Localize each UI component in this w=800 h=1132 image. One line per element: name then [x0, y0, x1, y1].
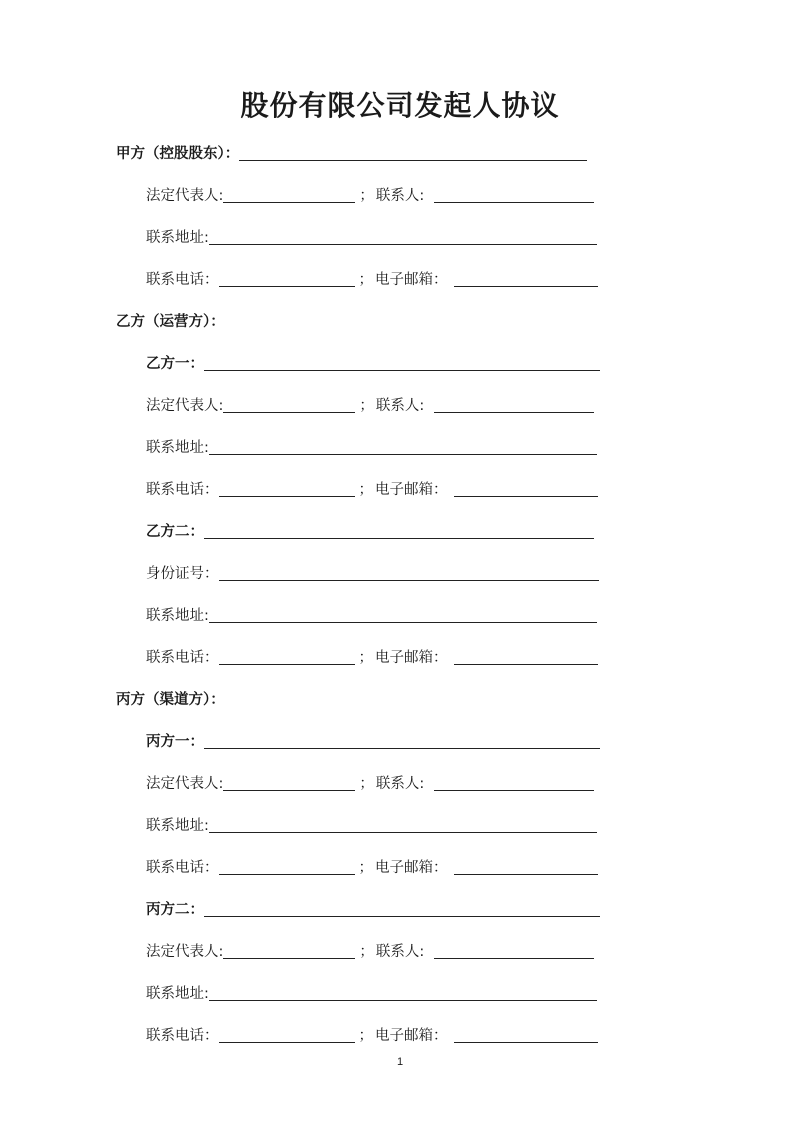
legal-rep-label: 法定代表人:: [146, 776, 224, 792]
contact-person-label: 联系人:: [375, 188, 425, 204]
party-c1-address-row: [146, 814, 597, 836]
document-title: 股份有限公司发起人协议: [240, 89, 560, 122]
separator: ；: [359, 398, 374, 414]
legal-rep-field[interactable]: [223, 186, 355, 203]
address-label: 联系地址:: [146, 608, 209, 624]
party-c1-row: [146, 730, 600, 752]
party-b1-address-row: [146, 436, 597, 458]
contact-person-field[interactable]: [434, 774, 594, 791]
phone-label: 联系电话：: [146, 1028, 219, 1044]
party-c2-phone-row: [146, 1024, 598, 1046]
party-b2-id-row: [146, 562, 599, 584]
phone-label: 联系电话：: [146, 860, 219, 876]
party-a-rep-row: [146, 184, 594, 206]
contact-person-field[interactable]: [434, 396, 594, 413]
party-c1-phone-row: [146, 856, 598, 878]
email-field[interactable]: [454, 480, 598, 497]
party-b1-phone-row: [146, 478, 598, 500]
party-b1-label: 乙方一：: [146, 356, 204, 372]
party-c2-label: 丙方二：: [146, 902, 204, 918]
address-field[interactable]: [209, 438, 597, 455]
address-label: 联系地址:: [146, 230, 209, 246]
phone-label: 联系电话：: [146, 650, 219, 666]
legal-rep-field[interactable]: [223, 942, 355, 959]
party-a-phone-row: [146, 268, 598, 290]
party-b2-address-row: [146, 604, 597, 626]
separator: ；: [358, 860, 373, 876]
address-label: 联系地址:: [146, 986, 209, 1002]
party-a-name-field[interactable]: [239, 144, 587, 161]
legal-rep-label: 法定代表人:: [146, 398, 224, 414]
phone-field[interactable]: [219, 270, 355, 287]
phone-field[interactable]: [219, 1026, 355, 1043]
contact-person-label: 联系人:: [375, 398, 425, 414]
separator: ；: [359, 944, 374, 960]
party-c2-rep-row: [146, 940, 594, 962]
email-field[interactable]: [454, 1026, 598, 1043]
party-c2-row: [146, 898, 600, 920]
email-label: 电子邮箱：: [375, 860, 448, 876]
legal-rep-label: 法定代表人:: [146, 188, 224, 204]
separator: ；: [358, 482, 373, 498]
page-number: 1: [396, 1056, 404, 1068]
address-field[interactable]: [209, 816, 597, 833]
party-a-label: 甲方（控股股东）：: [116, 146, 240, 162]
address-field[interactable]: [209, 606, 597, 623]
id-number-field[interactable]: [219, 564, 599, 581]
party-b-label: 乙方（运营方）：: [116, 314, 225, 330]
contact-person-field[interactable]: [434, 942, 594, 959]
legal-rep-label: 法定代表人:: [146, 944, 224, 960]
email-label: 电子邮箱：: [375, 272, 448, 288]
email-label: 电子邮箱：: [375, 650, 448, 666]
separator: ；: [358, 650, 373, 666]
party-b1-name-field[interactable]: [204, 354, 600, 371]
party-c1-rep-row: [146, 772, 594, 794]
phone-field[interactable]: [219, 858, 355, 875]
legal-rep-field[interactable]: [223, 396, 355, 413]
phone-label: 联系电话：: [146, 482, 219, 498]
phone-label: 联系电话：: [146, 272, 219, 288]
party-b2-phone-row: [146, 646, 598, 668]
party-c1-name-field[interactable]: [204, 732, 600, 749]
separator: ；: [358, 1028, 373, 1044]
party-c-row: [116, 688, 225, 710]
address-field[interactable]: [209, 984, 597, 1001]
phone-field[interactable]: [219, 648, 355, 665]
party-b1-rep-row: [146, 394, 594, 416]
party-c1-label: 丙方一：: [146, 734, 204, 750]
party-c2-name-field[interactable]: [204, 900, 600, 917]
email-label: 电子邮箱：: [375, 1028, 448, 1044]
email-field[interactable]: [454, 858, 598, 875]
id-number-label: 身份证号：: [146, 566, 219, 582]
contact-person-field[interactable]: [434, 186, 594, 203]
phone-field[interactable]: [219, 480, 355, 497]
email-field[interactable]: [454, 270, 598, 287]
party-c-label: 丙方（渠道方）：: [116, 692, 225, 708]
separator: ；: [359, 776, 374, 792]
address-label: 联系地址:: [146, 818, 209, 834]
address-field[interactable]: [209, 228, 597, 245]
party-b2-row: [146, 520, 594, 542]
email-label: 电子邮箱：: [375, 482, 448, 498]
party-a-row: [116, 142, 587, 164]
party-b2-name-field[interactable]: [204, 522, 594, 539]
contact-person-label: 联系人:: [375, 776, 425, 792]
party-a-address-row: [146, 226, 597, 248]
separator: ；: [358, 272, 373, 288]
party-c2-address-row: [146, 982, 597, 1004]
party-b-row: [116, 310, 225, 332]
address-label: 联系地址:: [146, 440, 209, 456]
email-field[interactable]: [454, 648, 598, 665]
party-b1-row: [146, 352, 600, 374]
contact-person-label: 联系人:: [375, 944, 425, 960]
legal-rep-field[interactable]: [223, 774, 355, 791]
party-b2-label: 乙方二：: [146, 524, 204, 540]
separator: ；: [359, 188, 374, 204]
